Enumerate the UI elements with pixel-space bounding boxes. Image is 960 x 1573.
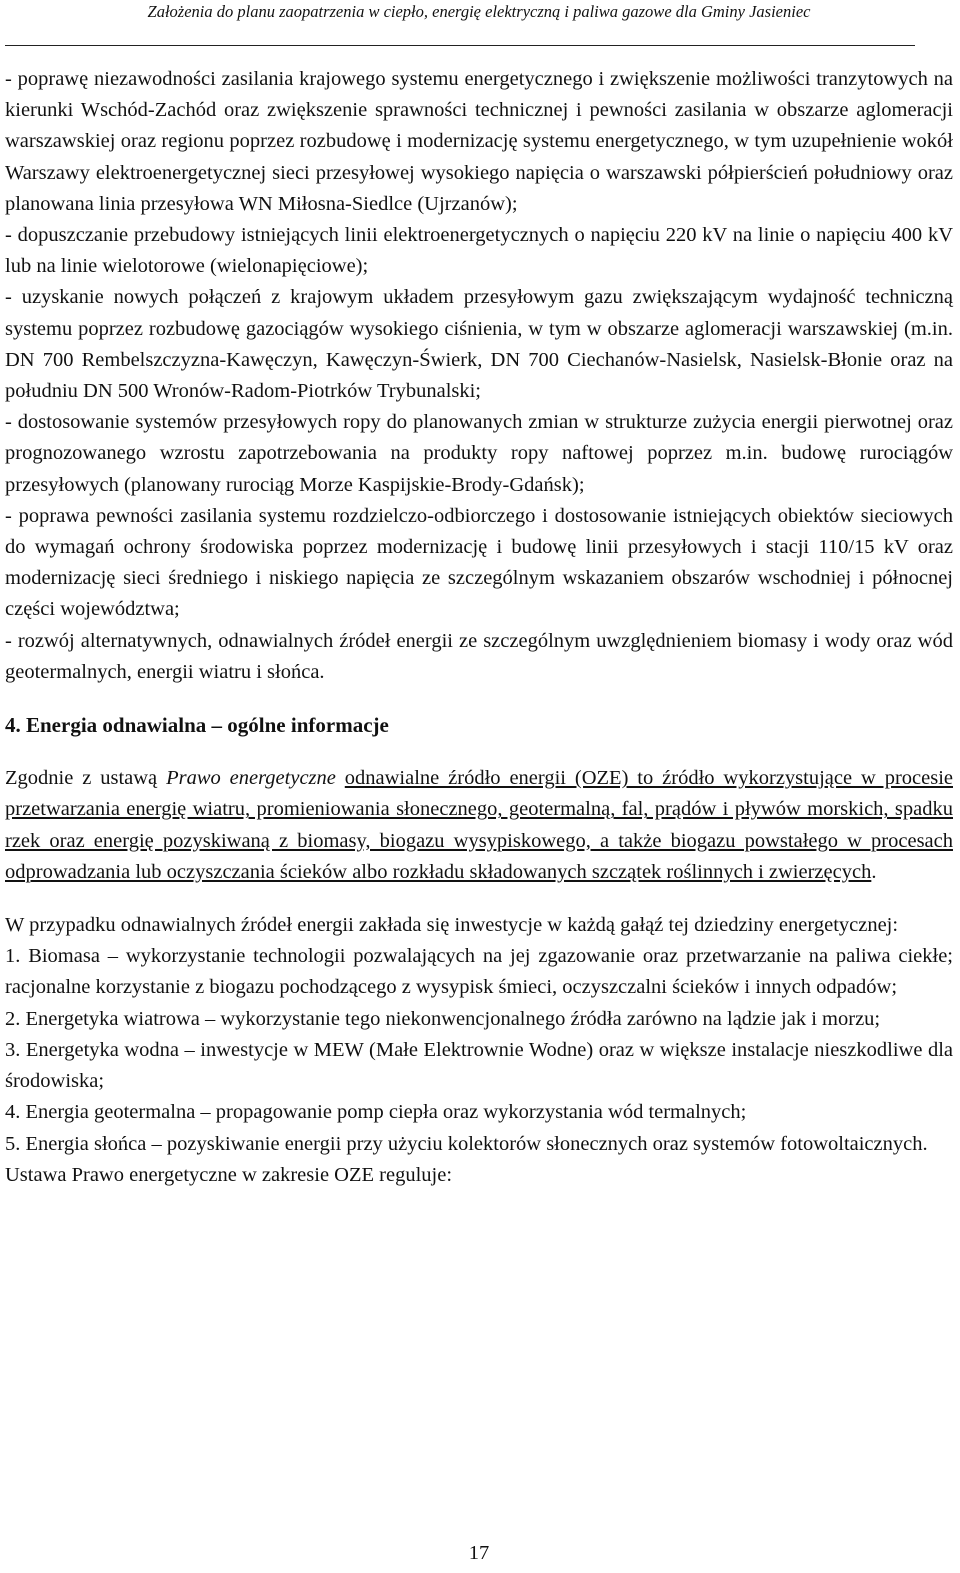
definition-paragraph [5,763,953,888]
numbered-item: 5. Energia słońca – pozyskiwanie energii przy użyciu kolektorów słonecznych oraz systemów fotowoltaicznych. [5,1132,928,1155]
bullet-item: - poprawa pewności zasilania systemu rozdzielczo-odbiorczego i dostosowanie istniejących obiektów sieciowych do wymagań ochrony środowiska poprzez modernizację i budowę linii przesyłowych i stacji 110/15 kV oraz modernizację sieci średniego i niskiego napięcia ze szczególnym wskazaniem obszarów wschodniej i północnej części województwa; [5,504,953,621]
bullet-item: - poprawę niezawodności zasilania krajowego systemu energetycznego i zwiększenie możliwości tranzytowych na kierunki Wschód-Zachód oraz zwiększenie sprawności technicznej i pewności zasilania w obszarze aglomeracji warszawskiej oraz regionu poprzez rozbudowę i modernizację systemu energetycznego, w tym uzupełnienie wokół Warszawy elektroenergetycznej sieci przesyłowej wysokiego napięcia o warszawski półpierścień południowy oraz planowana linia przesyłowa WN Miłosna-Siedlce (Ujrzanów); [5,68,953,215]
header-rule [5,45,915,46]
numbered-item: 2. Energetyka wiatrowa – wykorzystanie tego niekonwencjonalnego źródła zarówno na lądzie jak i morzu; [5,1007,881,1030]
page-number: 17 [468,1542,490,1564]
bullet-item: - uzyskanie nowych połączeń z krajowym układem przesyłowym gazu zwiększającym wydajność techniczną systemu poprzez rozbudowę gazociągów wysokiego ciśnienia, w tym w obszarze aglomeracji warszawskiej (m.in. DN 700 Rembelszczyzna-Kawęczyn, Kawęczyn-Świerk, DN 700 Ciechanów-Nasielsk, Nasielsk-Błonie oraz na południu DN 500 Wronów-Radom-Piotrków Trybunalski; [5,286,953,403]
section-heading: 4. Energia odnawialna – ogólne informacje [5,713,389,738]
oze-definition: odnawialne źródło energii (OZE) to źródło wykorzystujące w procesie przetwarzania energię wiatru, promieniowania słonecznego, geotermalną, fal, prądów i pływów morskich, spadku rzek oraz energię pozyskiwaną z biomasy, biogazu wysypiskowego, a także biogazu powstałego w procesach odprowadzania lub oczyszczania ścieków albo rozkładu składowanych szczątek roślinnych i zwierzęcych [5,767,953,883]
closing-line: Ustawa Prawo energetyczne w zakresie OZE reguluje: [5,1163,453,1186]
numbered-item: 1. Biomasa – wykorzystanie technologii pozwalających na jej zgazowanie oraz przetwarzanie na paliwa ciekłe; racjonalne korzystanie z biogazu pochodzącego z wysypisk śmieci, oczyszczalni ścieków i innych odpadów; [5,945,953,999]
page-body [5,64,953,1191]
document-page [5,0,953,1573]
bullet-item: - dostosowanie systemów przesyłowych ropy do planowanych zmian w strukturze zużycia energii pierwotnej oraz prognozowanego wzrostu zapotrzebowania na produkty ropy naftowej poprzez m.in. budowę rurociągów przesyłowych (planowany rurociąg Morze Kaspijskie-Brody-Gdańsk); [5,411,953,496]
bullet-item: - rozwój alternatywnych, odnawialnych źródeł energii ze szczególnym uwzględnieniem biomasy i wody oraz wód geotermalnych, energii wiatru i słońca. [5,629,953,683]
definition-space [336,767,345,789]
spacer [5,888,953,910]
definition-end: . [871,860,877,883]
running-header: Założenia do planu zaopatrzenia w ciepło, energię elektryczną i paliwa gazowe dla Gminy Jasieniec [147,2,811,21]
spacer [5,741,953,763]
definition-lead: Zgodnie z ustawą [5,767,167,790]
numbered-item: 3. Energetyka wodna – inwestycje w MEW (Małe Elektrownie Wodne) oraz w większe instalacje nieszkodliwe dla środowiska; [5,1038,953,1093]
intro-paragraph: W przypadku odnawialnych źródeł energii zakłada się inwestycje w każdą gałąź tej dziedziny energetycznej: [5,914,899,937]
numbered-item: 4. Energia geotermalna – propagowanie pomp ciepła oraz wykorzystania wód termalnych; [5,1101,747,1124]
spacer [5,688,953,710]
law-title: Prawo energetyczne [166,767,336,790]
bullet-item: - dopuszczanie przebudowy istniejących linii elektroenergetycznych o napięciu 220 kV na linie o napięciu 400 kV lub na linie wielotorowe (wielonapięciowe); [5,224,953,278]
